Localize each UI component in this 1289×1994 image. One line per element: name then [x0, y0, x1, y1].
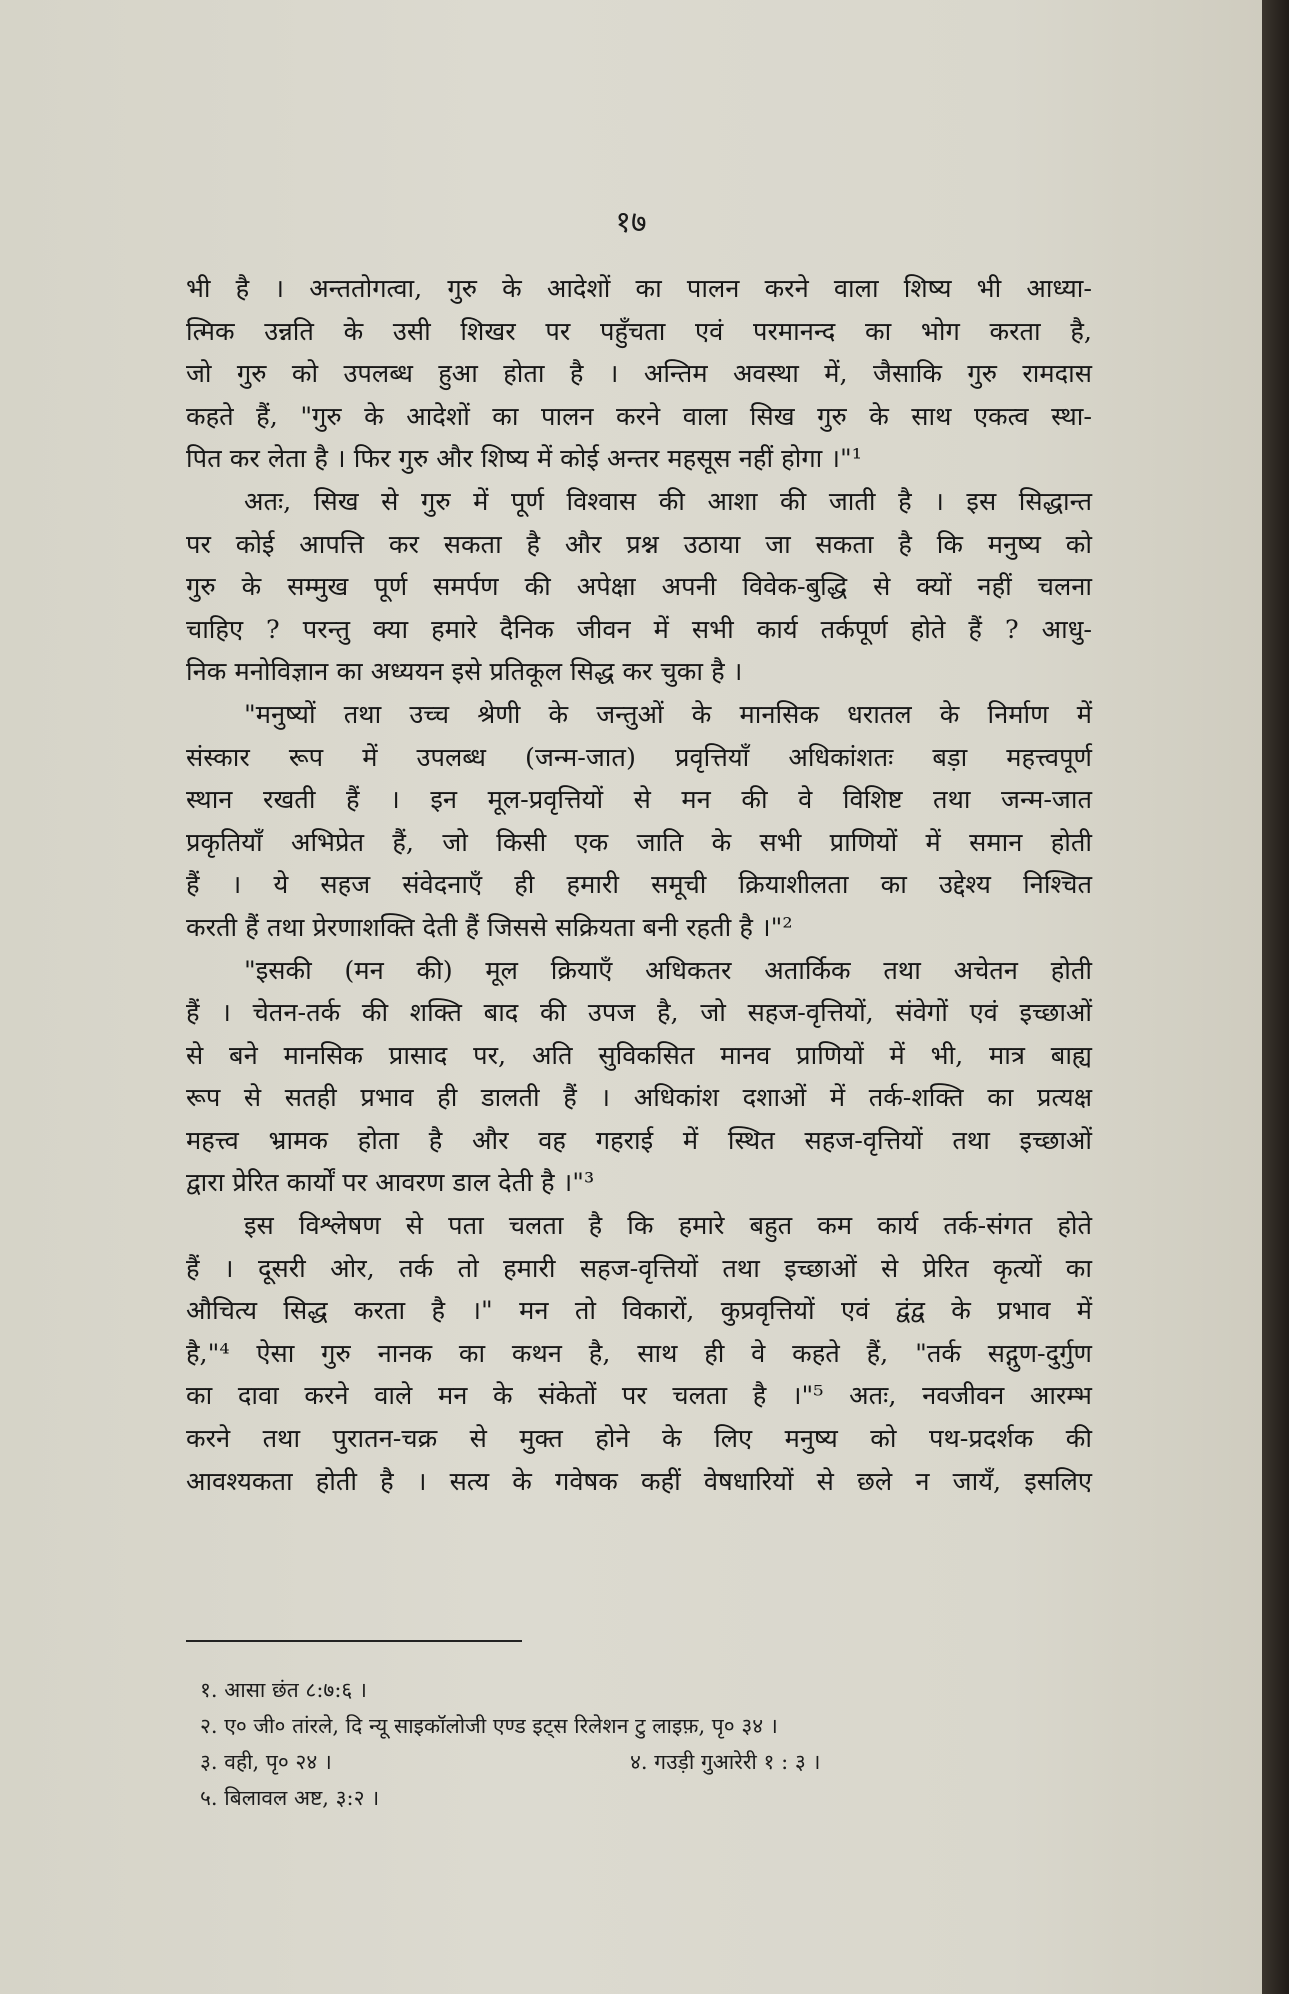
- footnote: ३. वही, पृ० २४ ।: [200, 1750, 332, 1774]
- text-line: है,"⁴ ऐसा गुरु नानक का कथन है, साथ ही वे कहते हैं, "तर्क सद्गुण-दुर्गुण: [186, 1338, 1092, 1369]
- text-line: हैं । ये सहज संवेदनाएँ ही हमारी समूची क्रियाशीलता का उद्देश्य निश्चित: [186, 870, 1092, 901]
- footnote: ४. गउड़ी गुआरेरी १ : ३ ।: [630, 1750, 821, 1774]
- paragraph: [186, 1205, 1092, 1503]
- text-line: पर कोई आपत्ति कर सकता है और प्रश्न उठाया जा सकता है कि मनुष्य को: [186, 529, 1092, 560]
- text-line-content: "इसकी (मन की) मूल क्रियाएँ अधिकतर अतार्किक तथा अचेतन होती: [244, 955, 1092, 986]
- footnote: २. ए० जी० तांरले, दि न्यू साइकॉलोजी एण्ड इट्स रिलेशन टु लाइफ़, पृ० ३४ ।: [200, 1714, 778, 1738]
- text-line: [186, 694, 1092, 737]
- footnote: ५. बिलावल अष्ट, ३:२ ।: [200, 1786, 380, 1810]
- text-line: पित कर लेता है । फिर गुरु और शिष्य में कोई अन्तर महसूस नहीं होगा ।"¹: [186, 444, 863, 475]
- text-line: [186, 950, 1092, 993]
- text-line: संस्कार रूप में उपलब्ध (जन्म-जात) प्रवृत्तियाँ अधिकांशतः बड़ा महत्त्वपूर्ण: [186, 742, 1092, 773]
- text-line: हैं । दूसरी ओर, तर्क तो हमारी सहज-वृत्तियों तथा इच्छाओं से प्रेरित कृत्यों का: [186, 1253, 1092, 1284]
- text-line: करने तथा पुरातन-चक्र से मुक्त होने के लिए मनुष्य को पथ-प्रदर्शक की: [186, 1424, 1092, 1455]
- text-line: प्रकृतियाँ अभिप्रेत हैं, जो किसी एक जाति के सभी प्राणियों में समान होती: [186, 827, 1092, 858]
- text-line: [186, 481, 1092, 524]
- text-line: स्थान रखती हैं । इन मूल-प्रवृत्तियों से मन की वे विशिष्ट तथा जन्म-जात: [186, 785, 1092, 816]
- footnote: १. आसा छंत ८:७:६ ।: [200, 1678, 367, 1702]
- paragraph: [186, 950, 1092, 1206]
- text-line: गुरु के सम्मुख पूर्ण समर्पण की अपेक्षा अपनी विवेक-बुद्धि से क्यों नहीं चलना: [186, 572, 1092, 603]
- paragraph: [186, 694, 1092, 950]
- text-line: का दावा करने वाले मन के संकेतों पर चलता है ।"⁵ अतः, नवजीवन आरम्भ: [186, 1381, 1092, 1412]
- text-line: करती हैं तथा प्रेरणाशक्ति देती हैं जिससे सक्रियता बनी रहती है ।"²: [186, 912, 793, 943]
- footnotes: [200, 1672, 1060, 1816]
- text-line-content: इस विश्लेषण से पता चलता है कि हमारे बहुत कम कार्य तर्क-संगत होते: [244, 1211, 1092, 1242]
- text-line: रूप से सतही प्रभाव ही डालती हैं । अधिकांश दशाओं में तर्क-शक्ति का प्रत्यक्ष: [186, 1083, 1092, 1114]
- text-line: त्मिक उन्नति के उसी शिखर पर पहुँचता एवं परमानन्द का भोग करता है,: [186, 316, 1092, 347]
- text-line: [186, 1205, 1092, 1248]
- text-line: से बने मानसिक प्रासाद पर, अति सुविकसित मानव प्राणियों में भी, मात्र बाह्य: [186, 1040, 1092, 1071]
- page-number: १७: [615, 205, 647, 240]
- text-line: महत्त्व भ्रामक होता है और वह गहराई में स्थित सहज-वृत्तियों तथा इच्छाओं: [186, 1125, 1092, 1156]
- text-line: हैं । चेतन-तर्क की शक्ति बाद की उपज है, जो सहज-वृत्तियों, संवेगों एवं इच्छाओं: [186, 998, 1092, 1029]
- footnote-divider: [186, 1640, 522, 1642]
- text-line: कहते हैं, "गुरु के आदेशों का पालन करने वाला सिख गुरु के साथ एकत्व स्था-: [186, 401, 1092, 432]
- paragraph: [186, 481, 1092, 694]
- text-line: भी है । अन्ततोगत्वा, गुरु के आदेशों का पालन करने वाला शिष्य भी आध्या-: [186, 274, 1092, 304]
- text-line: निक मनोविज्ञान का अध्ययन इसे प्रतिकूल सिद्ध कर चुका है ।: [186, 657, 743, 688]
- text-line: चाहिए ? परन्तु क्या हमारे दैनिक जीवन में सभी कार्य तर्कपूर्ण होते हैं ? आधु-: [186, 614, 1092, 645]
- paragraph: [186, 268, 1092, 481]
- text-line: औचित्य सिद्ध करता है ।" मन तो विकारों, कुप्रवृत्तियों एवं द्वंद्व के प्रभाव में: [186, 1296, 1092, 1327]
- text-line: आवश्यकता होती है । सत्य के गवेषक कहीं वेषधारियों से छले न जायँ, इसलिए: [186, 1466, 1092, 1497]
- text-line-content: अतः, सिख से गुरु में पूर्ण विश्वास की आशा की जाती है । इस सिद्धान्त: [244, 486, 1092, 517]
- body-text: [186, 268, 1092, 1503]
- footnote-row: [200, 1744, 1060, 1780]
- text-line: द्वारा प्रेरित कार्यों पर आवरण डाल देती है ।"³: [186, 1168, 595, 1199]
- text-line-content: "मनुष्यों तथा उच्च श्रेणी के जन्तुओं के मानसिक धरातल के निर्माण में: [244, 699, 1092, 730]
- book-spine-edge: [1262, 0, 1289, 1994]
- text-line: जो गुरु को उपलब्ध हुआ होता है । अन्तिम अवस्था में, जैसाकि गुरु रामदास: [186, 359, 1092, 390]
